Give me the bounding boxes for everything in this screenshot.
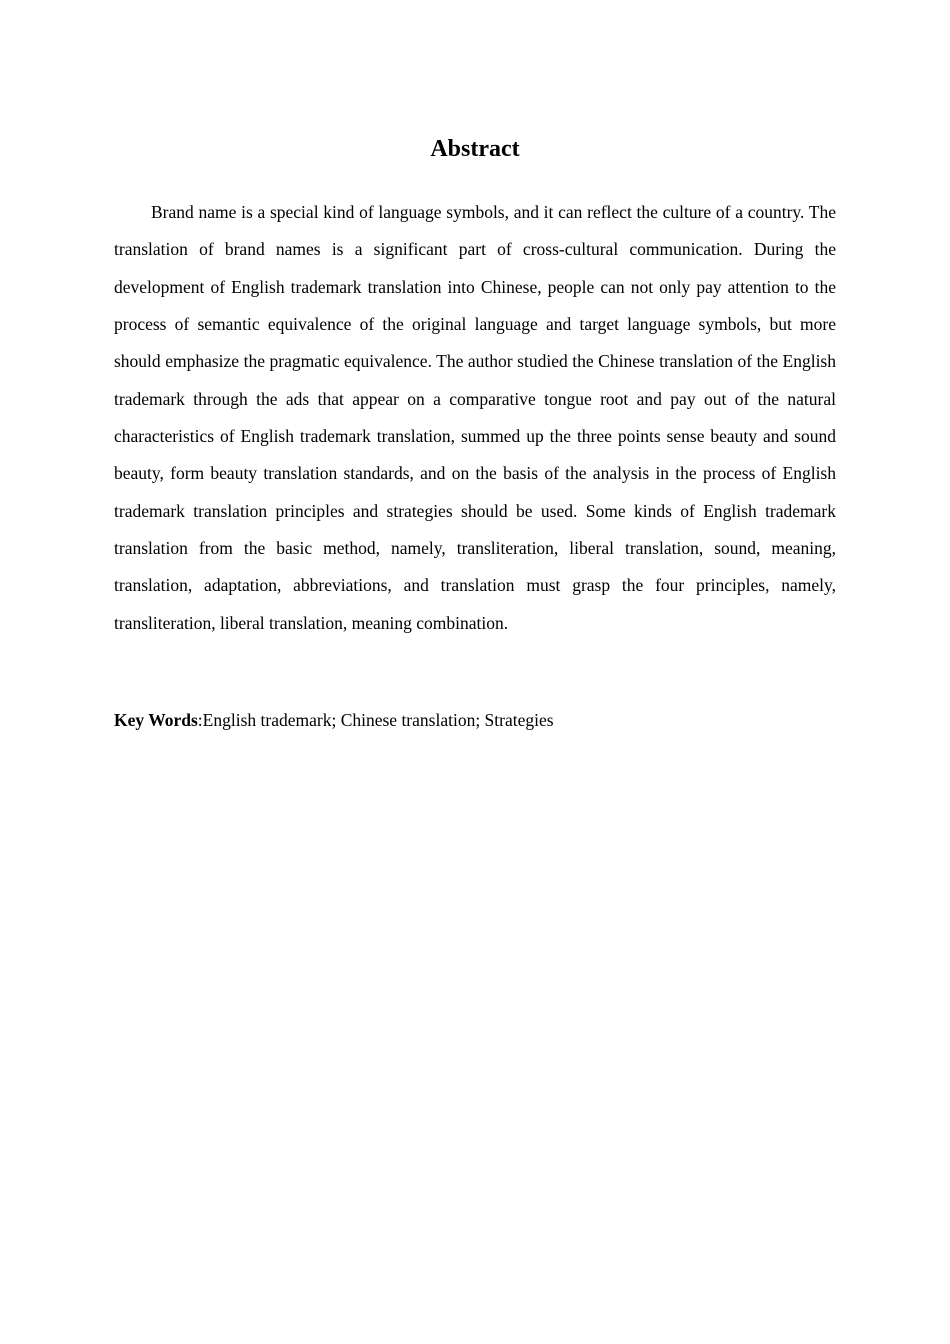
keywords-label: Key Words: [114, 710, 198, 730]
page-title: Abstract: [430, 136, 520, 162]
abstract-paragraph: Brand name is a special kind of language symbols, and it can reflect the culture of a country. The translation of brand names is a significant part of cross-cultural communication. During the development of English trademark translation into Chinese, people can not only pay attention to the process of semantic equivalence of the original language and target language symbols, but more should emphasize the pragmatic equivalence. The author studied the Chinese translation of the English trademark through the ads that appear on a comparative tongue root and pay out of the natural characteristics of English trademark translation, summed up the three points sense beauty and sound beauty, form beauty translation standards, and on the basis of the analysis in the process of English trademark translation principles and strategies should be used. Some kinds of English trademark translation from the basic method, namely, transliteration, liberal translation, sound, meaning, translation, adaptation, abbreviations, and translation must grasp the four principles, namely, transliteration, liberal translation, meaning combination.: [114, 202, 836, 633]
keywords-text: English trademark; Chinese translation; Strategies: [202, 710, 554, 730]
keywords-line: [114, 704, 836, 736]
keywords-separator: :: [197, 710, 203, 730]
